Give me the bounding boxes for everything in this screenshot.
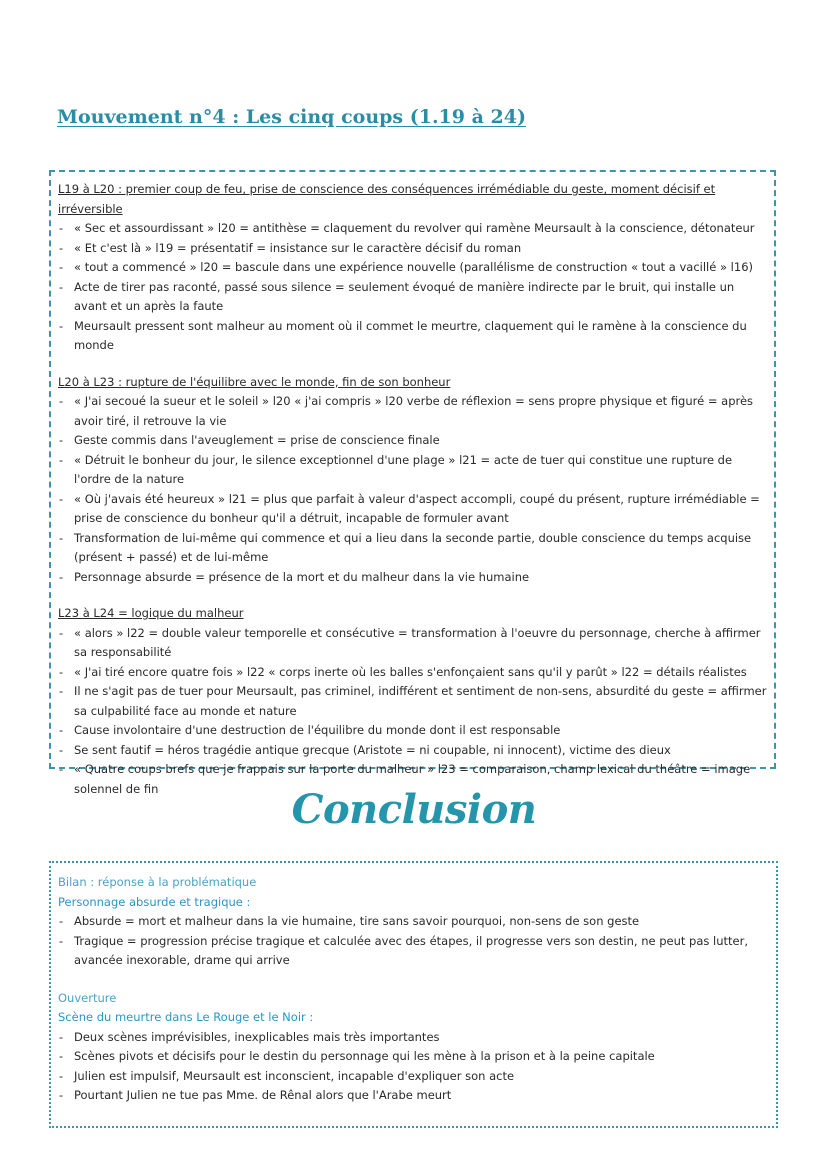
list-item: - « Et c'est là » l19 = présentatif = insistance sur le caractère décisif du roman bbox=[58, 239, 767, 259]
list-item: - « Détruit le bonheur du jour, le silence exceptionnel d'une plage » l21 = acte de tuer qui constitue une rupture de l'ordre de la nature bbox=[58, 451, 767, 490]
section-heading: L23 à L24 = logique du malheur bbox=[58, 606, 244, 620]
list-item: - Acte de tirer pas raconté, passé sous silence = seulement évoqué de manière indirecte par le bruit, qui installe un avant et un après la faute bbox=[58, 278, 767, 317]
list-item: - « Où j'avais été heureux » l21 = plus que parfait à valeur d'aspect accompli, coupé du présent, rupture irrémédiable = prise de conscience du bonheur qu'il a détruit, incapable de formuler avant bbox=[58, 490, 767, 529]
bilan-heading: Bilan : réponse à la problématique bbox=[58, 875, 257, 889]
list-item: - Cause involontaire d'une destruction de l'équilibre du monde dont il est responsable bbox=[58, 721, 767, 741]
list-item: - Absurde = mort et malheur dans la vie humaine, tire sans savoir pourquoi, non-sens de son geste bbox=[58, 912, 769, 932]
list-item: - « tout a commencé » l20 = bascule dans une expérience nouvelle (parallélisme de construction « tout a vacillé » l16) bbox=[58, 258, 767, 278]
list-item: - « Quatre coups brefs que je frappais sur la porte du malheur » l23 = comparaison, champ lexical du théâtre = image solennel de fin bbox=[58, 760, 767, 799]
conclusion-box bbox=[49, 861, 778, 1128]
list-item: - Transformation de lui-même qui commence et qui a lieu dans la seconde partie, double conscience du temps acquise (présent + passé) et de lui-même bbox=[58, 529, 767, 568]
bullet-list bbox=[58, 219, 767, 356]
section-heading: L20 à L23 : rupture de l'équilibre avec le monde, fin de son bonheur bbox=[58, 374, 451, 389]
list-item: - Se sent fautif = héros tragédie antique grecque (Aristote = ni coupable, ni innocent), victime des dieux bbox=[58, 741, 767, 761]
list-item: - Meursault pressent sont malheur au moment où il commet le meurtre, claquement qui le ramène à la conscience du monde bbox=[58, 317, 767, 356]
list-item: - Pourtant Julien ne tue pas Mme. de Rênal alors que l'Arabe meurt bbox=[58, 1086, 769, 1106]
list-item: - « alors » l22 = double valeur temporelle et consécutive = transformation à l'oeuvre du personnage, cherche à affirmer sa responsabilité bbox=[58, 624, 767, 663]
list-item: - Scènes pivots et décisifs pour le destin du personnage qui les mène à la prison et à la peine capitale bbox=[58, 1047, 769, 1067]
list-item: - Geste commis dans l'aveuglement = prise de conscience finale bbox=[58, 431, 767, 451]
list-item: - Julien est impulsif, Meursault est inconscient, incapable d'expliquer son acte bbox=[58, 1067, 769, 1087]
bilan-list bbox=[58, 912, 769, 971]
ouverture-list bbox=[58, 1028, 769, 1106]
section-l20-l23 bbox=[58, 373, 767, 588]
list-item: - Personnage absurde = présence de la mort et du malheur dans la vie humaine bbox=[58, 568, 767, 588]
list-item: - Deux scènes imprévisibles, inexplicables mais très importantes bbox=[58, 1028, 769, 1048]
page-title: Mouvement n°4 : Les cinq coups (1.19 à 24) bbox=[57, 106, 526, 128]
conclusion-title: Conclusion bbox=[291, 786, 537, 833]
list-item: - « J'ai secoué la sueur et le soleil » l20 « j'ai compris » l20 verbe de réflexion = sens propre physique et figuré = après avoir tiré, il retrouve la vie bbox=[58, 392, 767, 431]
list-item: - Il ne s'agit pas de tuer pour Meursault, pas criminel, indifférent et sentiment de non-sens, absurdité du geste = affirmer sa culpabilité face au monde et nature bbox=[58, 682, 767, 721]
list-item: - Tragique = progression précise tragique et calculée avec des étapes, il progresse vers son destin, ne peut pas lutter, avancée inexorable, drame qui arrive bbox=[58, 932, 769, 971]
list-item: - « Sec et assourdissant » l20 = antithèse = claquement du revolver qui ramène Meursault à la conscience, détonateur bbox=[58, 219, 767, 239]
bullet-list bbox=[58, 392, 767, 587]
analysis-box bbox=[49, 170, 776, 796]
bullet-list bbox=[58, 624, 767, 800]
section-heading: L19 à L20 : premier coup de feu, prise de conscience des conséquences irrémédiable du geste, moment décisif et irréversible bbox=[58, 182, 716, 216]
bilan-subheading: Personnage absurde et tragique : bbox=[58, 894, 251, 909]
section-l23-l24 bbox=[58, 604, 767, 799]
section-l19-l20 bbox=[58, 180, 767, 356]
ouverture-heading: Ouverture bbox=[58, 990, 117, 1005]
ouverture-subheading: Scène du meurtre dans Le Rouge et le Noir : bbox=[58, 1010, 314, 1024]
list-item: - « J'ai tiré encore quatre fois » l22 « corps inerte où les balles s'enfonçaient sans qu'il y parût » l22 = détails réalistes bbox=[58, 663, 767, 683]
